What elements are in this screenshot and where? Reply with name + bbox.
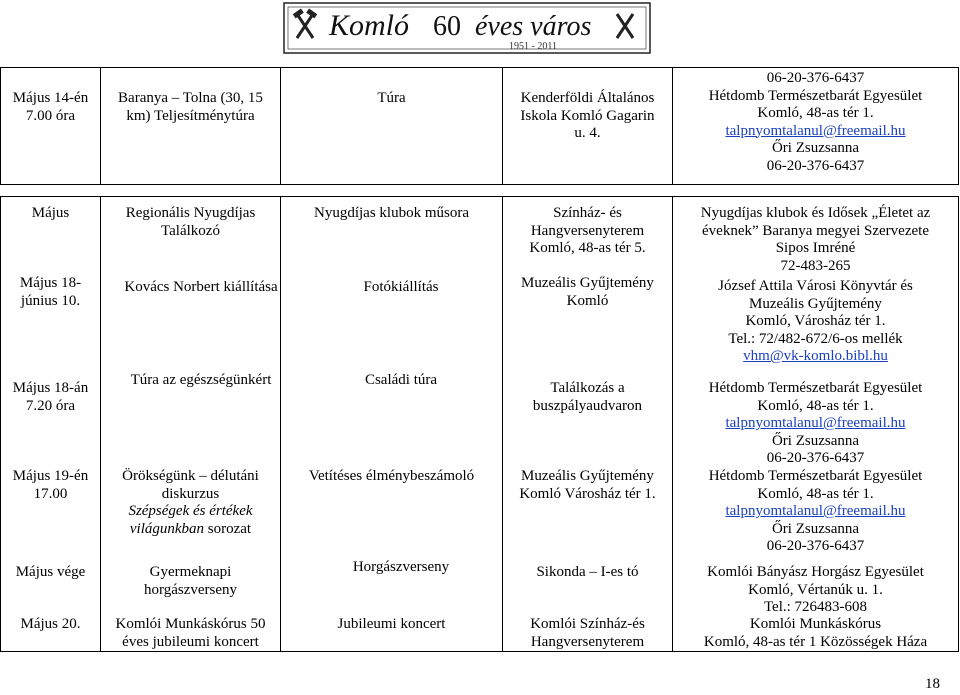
series-title: Szépségek és értékek	[128, 503, 253, 519]
date-cell: Május 18-	[19, 275, 82, 291]
table-row	[1, 68, 959, 185]
location-cell: Muzeális Gyűjtemény	[521, 275, 654, 291]
type-cell: Fotókiállítás	[363, 279, 439, 295]
contact-person: Sipos Imréné	[775, 240, 856, 256]
location-cell: Komlói Színház-és	[530, 616, 645, 632]
location-cell-cont: Komló	[566, 292, 609, 309]
event-cell: Gyermeknapi	[149, 564, 232, 580]
type-cell: Túra	[377, 90, 406, 106]
spanning-row-hike	[101, 372, 503, 389]
type-cell-fishing: Horgászverseny	[352, 559, 450, 575]
type-cell: Családi túra	[364, 372, 438, 388]
event-column	[101, 197, 281, 652]
contact-person: Őri Zsuzsanna	[771, 140, 860, 156]
contact-phone: Tel.: 72/482-672/6-os mellék	[728, 330, 903, 347]
event-cell-cont: horgászverseny	[143, 581, 238, 598]
location-cell: Találkozás a	[550, 380, 625, 396]
location-cell-cont: buszpályaudvaron	[532, 397, 643, 414]
email-link[interactable]: talpnyomtalanul@freemail.hu	[725, 122, 906, 139]
contact-column	[673, 197, 959, 652]
contact-org: Hétdomb Természetbarát Egyesület	[708, 87, 923, 104]
email-link[interactable]: talpnyomtalanul@freemail.hu	[725, 415, 906, 431]
contact-address: Komló, 48-as tér 1.	[757, 485, 874, 502]
contact-org: József Attila Városi Könyvtár és	[718, 278, 913, 294]
date-cell: Május 14-én	[12, 90, 89, 106]
event-cell-cont: éves jubileumi koncert	[122, 633, 259, 650]
contact-org-cont: éveknek” Baranya megyei Szervezete	[702, 222, 929, 239]
event-cell: Baranya – Tolna (30, 15	[118, 90, 263, 106]
location-cell: Muzeális Gyűjtemény	[521, 468, 654, 484]
date-cell: Május	[31, 205, 70, 221]
event-cell: Regionális Nyugdíjas	[125, 205, 256, 221]
contact-phone: 06-20-376-6437	[766, 157, 865, 174]
contact-phone: Tel.: 726483-608	[763, 599, 868, 615]
komlo-60-logo	[283, 2, 651, 54]
location-cell: Színház- és	[553, 205, 622, 221]
date-cell: Május vége	[15, 564, 86, 580]
page-number: 18	[925, 676, 940, 692]
contact-org: Hétdomb Természetbarát Egyesület	[708, 468, 923, 484]
table-body	[1, 197, 959, 652]
email-link[interactable]: talpnyomtalanul@freemail.hu	[725, 503, 906, 519]
contact-person: Őri Zsuzsanna	[771, 520, 860, 537]
event-cell: Kovács Norbert kiállítása	[124, 279, 278, 295]
event-cell-cont: diskurzus	[161, 485, 220, 502]
email-link[interactable]: vhm@vk-komlo.bibl.hu	[743, 348, 888, 364]
location-cell-cont: u. 4.	[574, 125, 601, 141]
contact-address: Komló, Vértanúk u. 1.	[748, 581, 883, 598]
location-cell-cont: Hangversenyterem	[530, 633, 645, 650]
contact-address: Komló, Városház tér 1.	[745, 313, 886, 329]
date-cell: Május 18-án	[12, 380, 89, 396]
contact-phone: 06-20-376-6437	[766, 70, 865, 86]
series-title-cont: világunkban	[129, 520, 205, 537]
contact-address: Komló, 48-as tér 1.	[757, 397, 874, 414]
event-cell: Túra az egészségünkért	[130, 372, 272, 388]
contact-address: Komló, 48-as tér 1.	[757, 105, 874, 121]
event-cell-cont: Találkozó	[161, 222, 220, 239]
contact-org: Komlói Munkáskórus	[749, 616, 882, 632]
contact-phone: 06-20-376-6437	[766, 538, 865, 554]
date-column	[1, 197, 101, 652]
location-cell: Kenderföldi Általános	[520, 90, 655, 106]
contact-org: Nyugdíjas klubok és Idősek „Életet az	[700, 205, 931, 221]
location-cell-cont: Iskola Komló Gagarin	[520, 107, 655, 124]
type-cell: Vetítéses élménybeszámoló	[308, 468, 475, 484]
contact-person: Őri Zsuzsanna	[771, 432, 860, 449]
event-cell: Komlói Munkáskórus 50	[115, 616, 266, 632]
date-cell-time: 7.00 óra	[25, 107, 76, 124]
location-column	[503, 197, 673, 652]
location-cell-cont: Komló, 48-as tér 5.	[529, 240, 646, 256]
contact-phone: 06-20-376-6437	[766, 450, 865, 466]
schedule-table-top	[0, 67, 959, 185]
date-cell: Május 19-én	[12, 468, 89, 484]
date-cell-time: 17.00	[33, 485, 68, 502]
type-cell: Nyugdíjas klubok műsora	[314, 205, 469, 221]
contact-address: Komló, 48-as tér 1 Közösségek Háza	[703, 633, 928, 650]
contact-org: Hétdomb Természetbarát Egyesület	[708, 380, 923, 396]
schedule-table	[0, 196, 959, 652]
spanning-row-exhibition	[101, 279, 503, 296]
date-cell: Május 20.	[20, 616, 81, 632]
contact-org-cont: Muzeális Gyűjtemény	[749, 295, 882, 312]
svg-text:éves város: éves város	[475, 11, 592, 42]
date-cell-time: 7.20 óra	[25, 397, 76, 414]
type-cell: Jubileumi koncert	[337, 616, 446, 632]
svg-text:60: 60	[433, 11, 461, 42]
date-cell-cont: június 10.	[20, 292, 81, 309]
location-cell-cont: Komló Városház tér 1.	[519, 485, 656, 502]
location-cell: Sikonda – I-es tó	[536, 564, 639, 580]
series-suffix: sorozat	[207, 520, 252, 537]
svg-text:1951 - 2011: 1951 - 2011	[509, 41, 557, 52]
event-cell: Örökségünk – délutáni	[122, 468, 259, 484]
contact-org: Komlói Bányász Horgász Egyesület	[707, 564, 924, 580]
svg-text:Komló: Komló	[329, 9, 410, 42]
event-cell-cont: km) Teljesítménytúra	[126, 107, 255, 124]
location-cell-cont: Hangversenyterem	[530, 222, 645, 239]
type-column	[281, 197, 503, 652]
contact-phone: 72-483-265	[780, 257, 851, 274]
